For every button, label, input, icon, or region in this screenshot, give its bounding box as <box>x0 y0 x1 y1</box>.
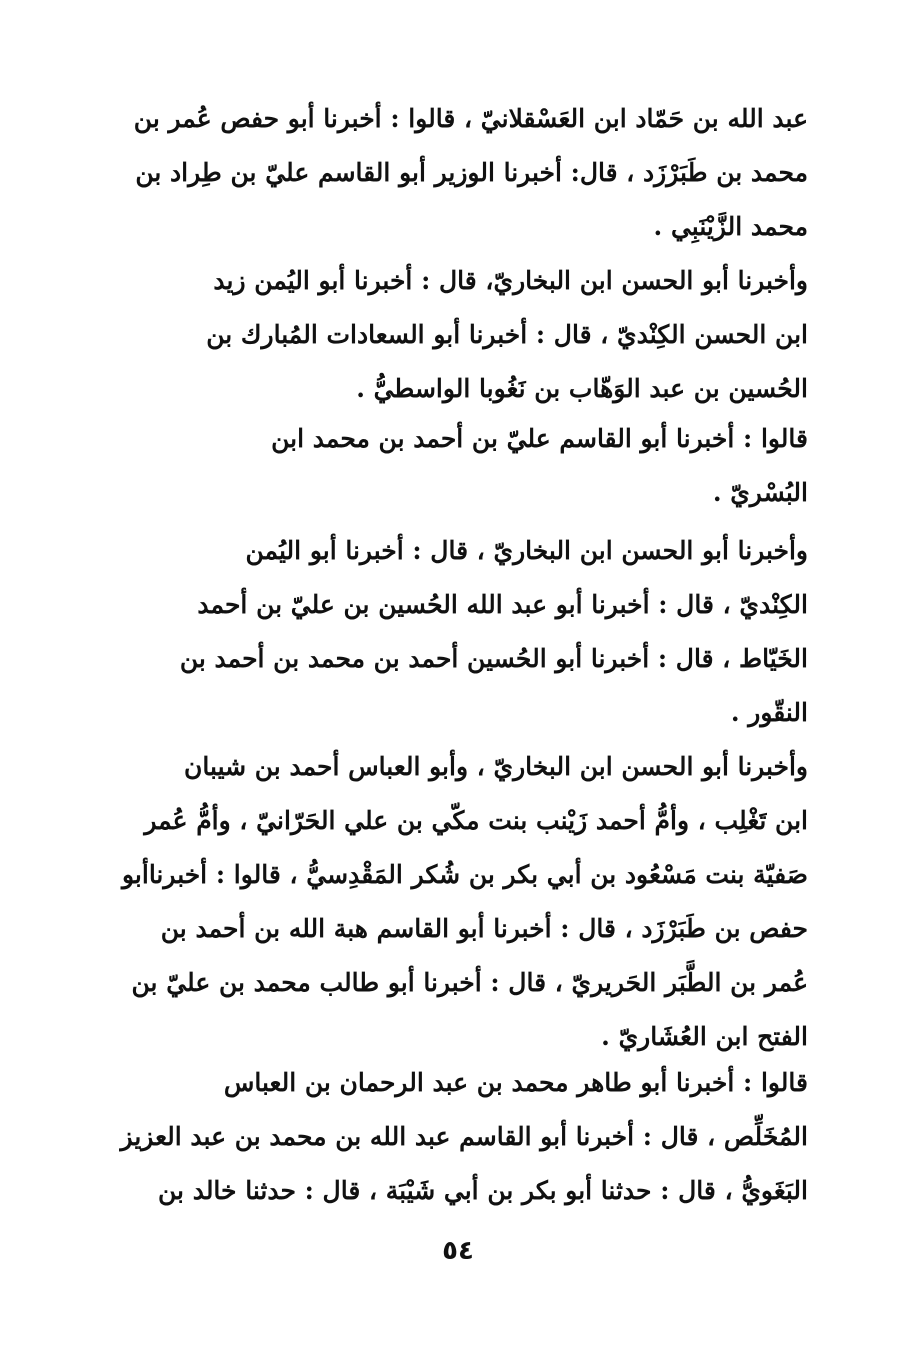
text-line: المُخَلِّص ، قال : أخبرنا أبو القاسم عبد الله بن محمد بن عبد العزيز <box>120 1122 808 1151</box>
paragraph-5 <box>118 740 808 1064</box>
text-line: النقّور . <box>730 698 808 727</box>
text-line: الفتح ابن العُشَاريّ . <box>601 1022 808 1051</box>
text-line: وأخبرنا أبو الحسن ابن البخاريّ ، وأبو العباس أحمد بن شيبان <box>184 752 808 781</box>
paragraph-4 <box>118 524 808 740</box>
text-line: قالوا : أخبرنا أبو القاسم عليّ بن أحمد بن محمد ابن <box>271 424 808 453</box>
text-line: البَغَويُّ ، قال : حدثنا أبو بكر بن أبي شَيْبَة ، قال : حدثنا خالد بن <box>158 1176 808 1205</box>
text-line: الخَيّاط ، قال : أخبرنا أبو الحُسين أحمد بن محمد بن أحمد بن <box>179 644 808 673</box>
paragraph-2 <box>118 254 808 416</box>
paragraph-1 <box>118 92 808 254</box>
text-line: ابن الحسن الكِنْديّ ، قال : أخبرنا أبو السعادات المُبارك بن <box>206 320 808 349</box>
page-number: ٥٤ <box>442 1236 474 1266</box>
text-line: عبد الله بن حَمّاد ابن العَسْقلانيّ ، قالوا : أخبرنا أبو حفص عُمر بن <box>133 104 808 133</box>
text-line: محمد بن طَبَرْزَد ، قال: أخبرنا الوزير أبو القاسم عليّ بن طِراد بن <box>135 158 808 187</box>
text-line: الكِنْديّ ، قال : أخبرنا أبو عبد الله الحُسين بن عليّ بن أحمد <box>197 590 808 619</box>
text-line: ابن تَغْلِب ، وأمُّ أحمد زَيْنب بنت مكّي بن علي الحَرّانيّ ، وأمُّ عُمر <box>144 806 808 835</box>
text-line: محمد الزَّيْنَبِي . <box>653 212 808 241</box>
text-line: وأخبرنا أبو الحسن ابن البخاريّ ، قال : أخبرنا أبو اليُمن <box>245 536 808 565</box>
text-line: حفص بن طَبَرْزَد ، قال : أخبرنا أبو القاسم هبة الله بن أحمد بن <box>160 914 808 943</box>
text-line: الحُسين بن عبد الوَهّاب بن نَغُوبا الواسطيُّ . <box>356 374 808 403</box>
paragraph-6 <box>118 1056 808 1218</box>
text-line: وأخبرنا أبو الحسن ابن البخاريّ، قال : أخبرنا أبو اليُمن زيد <box>213 266 808 295</box>
paragraph-3 <box>118 412 808 520</box>
text-line: البُسْريّ . <box>712 478 808 507</box>
text-line: صَفيّة بنت مَسْعُود بن أبي بكر بن شُكر المَقْدِسيُّ ، قالوا : أخبرناأبو <box>122 860 808 889</box>
text-line: قالوا : أخبرنا أبو طاهر محمد بن عبد الرحمان بن العباس <box>223 1068 808 1097</box>
text-line: عُمر بن الطَّبَر الحَريريّ ، قال : أخبرنا أبو طالب محمد بن عليّ بن <box>131 968 808 997</box>
